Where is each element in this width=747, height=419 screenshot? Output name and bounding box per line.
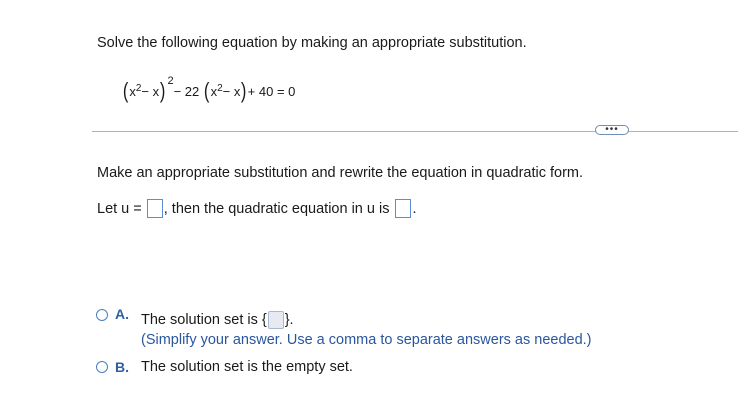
brace-open: { bbox=[261, 312, 267, 328]
option-a-hint: (Simplify your answer. Use a comma to separate answers as needed.) bbox=[141, 332, 592, 348]
equation-outer-exponent: 2 bbox=[167, 75, 174, 87]
option-b-radio[interactable] bbox=[96, 361, 108, 373]
equation-x-term: x bbox=[210, 83, 218, 99]
then-label: , then the quadratic equation in u is bbox=[163, 200, 390, 217]
let-u-label: Let u = bbox=[97, 200, 142, 217]
equation-x-term: x bbox=[129, 83, 136, 99]
equation bbox=[122, 75, 296, 104]
option-a-text bbox=[141, 311, 294, 329]
equation-exponent: 2 bbox=[217, 82, 223, 94]
equation-open-paren: ( bbox=[122, 78, 129, 103]
section-divider bbox=[92, 131, 738, 132]
end-period: . bbox=[412, 200, 417, 217]
equation-close-paren: ) bbox=[160, 78, 166, 103]
equation-minus-x: − x bbox=[222, 83, 241, 99]
equation-minus-x: − x bbox=[141, 83, 160, 99]
u-substitution-input[interactable] bbox=[147, 199, 163, 218]
more-options-button[interactable]: ••• bbox=[595, 125, 629, 135]
option-a-letter: A. bbox=[115, 306, 129, 322]
question-prompt: Solve the following equation by making an appropriate substitution. bbox=[97, 35, 527, 51]
option-b-letter: B. bbox=[115, 359, 129, 375]
equation-open-paren: ( bbox=[204, 78, 210, 103]
substitution-line bbox=[97, 199, 417, 218]
quadratic-equation-input[interactable] bbox=[395, 199, 411, 218]
equation-tail: + 40 = 0 bbox=[247, 83, 296, 99]
option-a-label: The solution set is bbox=[141, 312, 258, 328]
option-b-text: The solution set is the empty set. bbox=[141, 359, 353, 375]
equation-middle-term: − 22 bbox=[173, 83, 200, 99]
substitution-instruction: Make an appropriate substitution and rewrite the equation in quadratic form. bbox=[97, 165, 584, 181]
equation-close-paren: ) bbox=[241, 78, 247, 103]
option-a-radio[interactable] bbox=[96, 309, 108, 321]
solution-set-input[interactable] bbox=[268, 311, 284, 329]
equation-exponent: 2 bbox=[135, 82, 142, 94]
brace-close: }. bbox=[284, 312, 294, 328]
